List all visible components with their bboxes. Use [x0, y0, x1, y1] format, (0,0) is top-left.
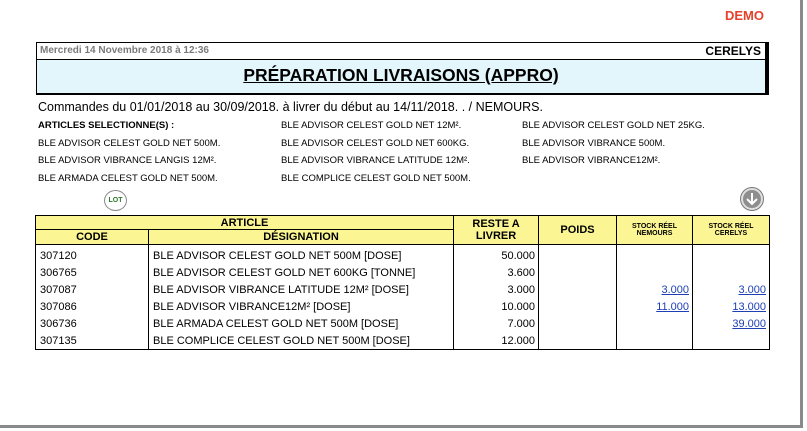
cell-poids: [539, 315, 617, 332]
col-reste-a-livrer: RESTE A LIVRER: [454, 216, 539, 245]
cell-poids: [539, 298, 617, 315]
cell-stock-nemours: [617, 315, 693, 332]
cell-reste: 12.000: [454, 332, 539, 350]
article-item: BLE ADVISOR CELEST GOLD NET 500M.: [38, 138, 221, 149]
cell-code: 307135: [36, 332, 149, 350]
cell-code: 307120: [36, 245, 149, 265]
cell-stock-cerelys: [693, 245, 770, 265]
cell-stock-cerelys: [693, 332, 770, 350]
cell-reste: 50.000: [454, 245, 539, 265]
table-row: [36, 264, 770, 281]
lot-icon[interactable]: LOT: [104, 190, 127, 211]
article-item: BLE ADVISOR CELEST GOLD NET 12M².: [281, 120, 462, 131]
cell-poids: [539, 332, 617, 350]
cell-reste: 10.000: [454, 298, 539, 315]
cell-poids: [539, 245, 617, 265]
cell-code: 307086: [36, 298, 149, 315]
cell-stock-nemours: [617, 245, 693, 265]
title-bar: [37, 59, 765, 93]
cell-poids: [539, 281, 617, 298]
orders-summary: Commandes du 01/01/2018 au 30/09/2018. à livrer du début au 14/11/2018. . / NEMOURS.: [38, 100, 543, 114]
article-item: BLE ADVISOR VIBRANCE12M².: [522, 155, 661, 166]
cell-designation: BLE ADVISOR CELEST GOLD NET 500M [DOSE]: [149, 245, 454, 265]
cell-code: 306736: [36, 315, 149, 332]
col-stock-nemours: STOCK RÉEL NEMOURS: [617, 216, 693, 245]
cell-code: 307087: [36, 281, 149, 298]
cell-code: 306765: [36, 264, 149, 281]
cell-designation: BLE ADVISOR CELEST GOLD NET 600KG [TONNE]: [149, 264, 454, 281]
cell-designation: BLE ADVISOR VIBRANCE12M² [DOSE]: [149, 298, 454, 315]
table-row: [36, 332, 770, 350]
stock-cerelys-link[interactable]: 13.000: [693, 298, 770, 315]
col-code: CODE: [36, 230, 149, 245]
stock-cerelys-link[interactable]: 3.000: [693, 281, 770, 298]
col-stock-cerelys: STOCK RÉEL CERELYS: [693, 216, 770, 245]
table-row: [36, 281, 770, 298]
stock-cerelys-link[interactable]: 39.000: [693, 315, 770, 332]
article-item: BLE COMPLICE CELEST GOLD NET 500M.: [281, 173, 471, 184]
cell-stock-nemours: [617, 264, 693, 281]
deliveries-table: [35, 215, 770, 350]
col-poids: POIDS: [539, 216, 617, 245]
table-row: [36, 245, 770, 265]
stock-nemours-link[interactable]: 3.000: [617, 281, 693, 298]
company-name: CERELYS: [705, 44, 761, 58]
col-designation: DÉSIGNATION: [149, 230, 454, 245]
articles-label: ARTICLES SELECTIONNE(S) :: [38, 120, 175, 131]
cell-designation: BLE ARMADA CELEST GOLD NET 500M [DOSE]: [149, 315, 454, 332]
cell-stock-nemours: [617, 332, 693, 350]
table-row: [36, 298, 770, 315]
article-item: BLE ADVISOR CELEST GOLD NET 25KG.: [522, 120, 705, 131]
article-item: BLE ARMADA CELEST GOLD NET 500M.: [38, 173, 218, 184]
cell-reste: 3.000: [454, 281, 539, 298]
article-item: BLE ADVISOR VIBRANCE 500M.: [522, 138, 666, 149]
page-title: PRÉPARATION LIVRAISONS (APPRO): [243, 65, 559, 85]
article-item: BLE ADVISOR CELEST GOLD NET 600KG.: [281, 138, 470, 149]
cell-poids: [539, 264, 617, 281]
report-header: [36, 42, 769, 95]
report-date: Mercredi 14 Novembre 2018 à 12:36: [40, 45, 209, 56]
cell-reste: 3.600: [454, 264, 539, 281]
article-group-header: ARTICLE: [36, 216, 454, 230]
cell-designation: BLE COMPLICE CELEST GOLD NET 500M [DOSE]: [149, 332, 454, 350]
cell-stock-cerelys: [693, 264, 770, 281]
article-item: BLE ADVISOR VIBRANCE LATITUDE 12M².: [281, 155, 470, 166]
cell-designation: BLE ADVISOR VIBRANCE LATITUDE 12M² [DOSE]: [149, 281, 454, 298]
arrow-down-icon[interactable]: [741, 188, 763, 210]
cell-reste: 7.000: [454, 315, 539, 332]
demo-label: DEMO: [725, 8, 764, 23]
table-row: [36, 315, 770, 332]
article-item: BLE ADVISOR VIBRANCE LANGIS 12M².: [38, 155, 217, 166]
stock-nemours-link[interactable]: 11.000: [617, 298, 693, 315]
